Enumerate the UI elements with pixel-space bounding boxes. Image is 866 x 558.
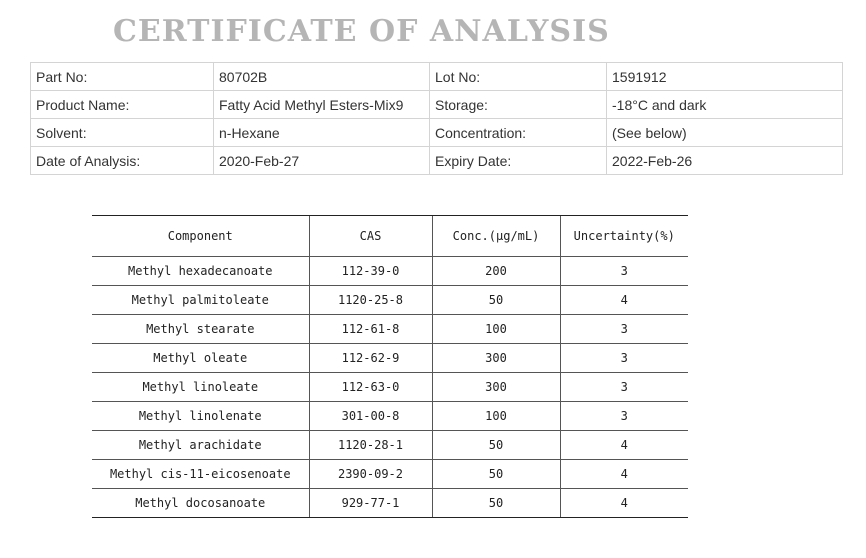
header-component: Component	[92, 216, 309, 257]
info-row-part	[31, 63, 843, 91]
uncertainty-value: 4	[560, 431, 688, 460]
cas-number: 112-62-9	[309, 344, 432, 373]
header-uncertainty: Uncertainty(%)	[560, 216, 688, 257]
components-header-row	[92, 216, 688, 257]
components-table	[92, 215, 688, 518]
header-concentration: Conc.(μg/mL)	[432, 216, 560, 257]
uncertainty-value: 3	[560, 344, 688, 373]
table-row	[92, 344, 688, 373]
concentration-value: 50	[432, 489, 560, 518]
cas-number: 1120-28-1	[309, 431, 432, 460]
table-row	[92, 315, 688, 344]
cas-number: 1120-25-8	[309, 286, 432, 315]
info-row-solvent	[31, 119, 843, 147]
concentration-value: 100	[432, 315, 560, 344]
expiry-date-label: Expiry Date:	[430, 147, 607, 175]
solvent-label: Solvent:	[31, 119, 214, 147]
concentration-value: 100	[432, 402, 560, 431]
table-row	[92, 489, 688, 518]
concentration-value: 50	[432, 431, 560, 460]
expiry-date-value: 2022-Feb-26	[607, 147, 843, 175]
uncertainty-value: 3	[560, 315, 688, 344]
storage-label: Storage:	[430, 91, 607, 119]
concentration-value: 300	[432, 373, 560, 402]
component-name: Methyl linolenate	[92, 402, 309, 431]
concentration-value: 50	[432, 286, 560, 315]
uncertainty-value: 3	[560, 373, 688, 402]
product-name-value: Fatty Acid Methyl Esters-Mix9	[214, 91, 430, 119]
info-row-dates	[31, 147, 843, 175]
uncertainty-value: 4	[560, 286, 688, 315]
table-row	[92, 431, 688, 460]
cas-number: 2390-09-2	[309, 460, 432, 489]
table-row	[92, 257, 688, 286]
analysis-date-label: Date of Analysis:	[31, 147, 214, 175]
part-no-label: Part No:	[31, 63, 214, 91]
part-no-value: 80702B	[214, 63, 430, 91]
lot-no-value: 1591912	[607, 63, 843, 91]
header-cas: CAS	[309, 216, 432, 257]
table-row	[92, 460, 688, 489]
uncertainty-value: 3	[560, 257, 688, 286]
component-name: Methyl docosanoate	[92, 489, 309, 518]
component-name: Methyl hexadecanoate	[92, 257, 309, 286]
product-name-label: Product Name:	[31, 91, 214, 119]
cas-number: 112-63-0	[309, 373, 432, 402]
uncertainty-value: 4	[560, 460, 688, 489]
uncertainty-value: 3	[560, 402, 688, 431]
component-name: Methyl oleate	[92, 344, 309, 373]
analysis-date-value: 2020-Feb-27	[214, 147, 430, 175]
component-name: Methyl stearate	[92, 315, 309, 344]
solvent-value: n-Hexane	[214, 119, 430, 147]
product-info-table	[30, 62, 843, 175]
lot-no-label: Lot No:	[430, 63, 607, 91]
uncertainty-value: 4	[560, 489, 688, 518]
component-name: Methyl linoleate	[92, 373, 309, 402]
info-row-product	[31, 91, 843, 119]
concentration-label: Concentration:	[430, 119, 607, 147]
table-row	[92, 373, 688, 402]
storage-value: -18°C and dark	[607, 91, 843, 119]
concentration-value: 50	[432, 460, 560, 489]
cas-number: 112-61-8	[309, 315, 432, 344]
component-name: Methyl palmitoleate	[92, 286, 309, 315]
cas-number: 929-77-1	[309, 489, 432, 518]
cas-number: 112-39-0	[309, 257, 432, 286]
concentration-value: 200	[432, 257, 560, 286]
table-row	[92, 402, 688, 431]
cas-number: 301-00-8	[309, 402, 432, 431]
document-title: CERTIFICATE OF ANALYSIS	[113, 14, 610, 49]
concentration-value: (See below)	[607, 119, 843, 147]
component-name: Methyl arachidate	[92, 431, 309, 460]
component-name: Methyl cis-11-eicosenoate	[92, 460, 309, 489]
concentration-value: 300	[432, 344, 560, 373]
table-row	[92, 286, 688, 315]
